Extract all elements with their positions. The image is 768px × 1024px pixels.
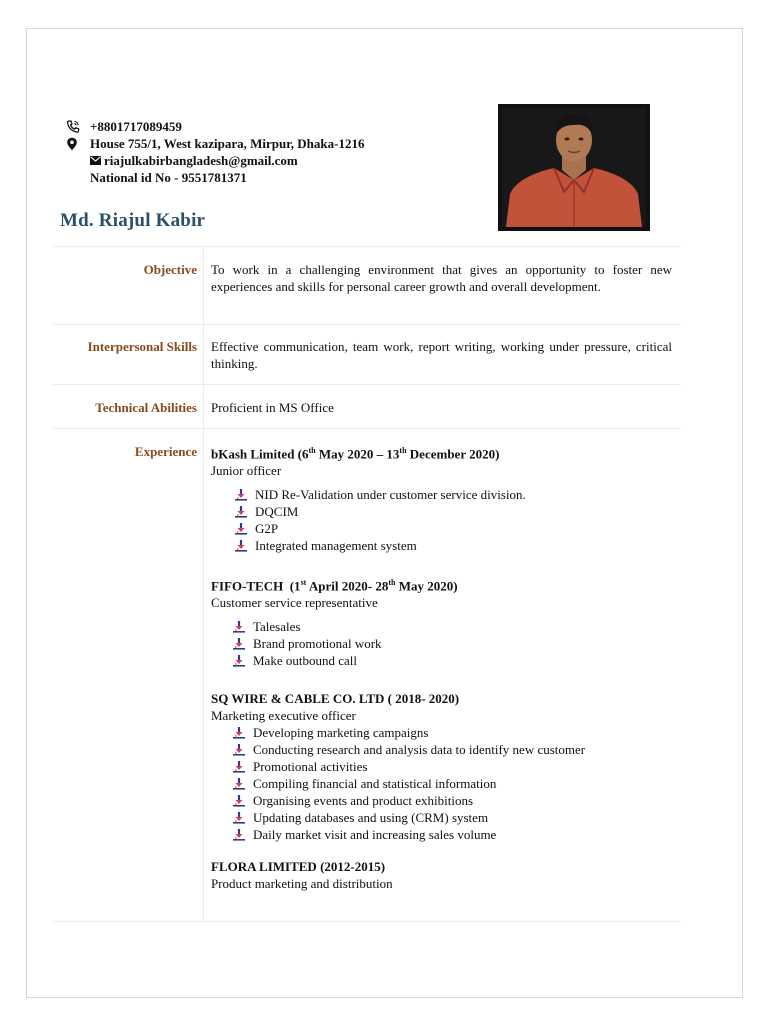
list-item: Brand promotional work bbox=[231, 635, 672, 652]
row-divider bbox=[53, 428, 681, 429]
row-divider bbox=[53, 246, 681, 247]
arrow-bullet-icon bbox=[231, 726, 247, 740]
arrow-bullet-icon bbox=[231, 743, 247, 757]
email-text[interactable]: riajulkabirbangladesh@gmail.com bbox=[104, 153, 298, 168]
job-bkash bbox=[211, 442, 672, 554]
national-id-row bbox=[66, 169, 364, 186]
job-role: Product marketing and distribution bbox=[211, 876, 393, 891]
list-item: Talesales bbox=[231, 618, 672, 635]
job-title: FIFO-TECH (1st April 2020- 28th May 2020) bbox=[211, 578, 458, 594]
address-row bbox=[66, 135, 364, 152]
arrow-bullet-icon bbox=[233, 522, 249, 536]
list-item: Integrated management system bbox=[233, 537, 672, 554]
contact-block bbox=[66, 118, 364, 186]
row-divider bbox=[53, 324, 681, 325]
row-divider bbox=[53, 384, 681, 385]
address-text: House 755/1, West kazipara, Mirpur, Dhaka-1216 bbox=[90, 136, 365, 151]
interpersonal-text: Effective communication, team work, report writing, working under pressure, critical thinking. bbox=[211, 339, 672, 371]
column-divider bbox=[203, 246, 204, 922]
job-title: FLORA LIMITED (2012-2015) bbox=[211, 859, 386, 874]
job-title: SQ WIRE & CABLE CO. LTD ( 2018- 2020) bbox=[211, 691, 460, 706]
arrow-bullet-icon bbox=[231, 828, 247, 842]
list-item: Organising events and product exhibitions bbox=[231, 792, 672, 809]
phone-icon bbox=[66, 120, 90, 133]
arrow-bullet-icon bbox=[233, 539, 249, 553]
arrow-bullet-icon bbox=[233, 488, 249, 502]
job-flora bbox=[211, 858, 672, 892]
job-role: Junior officer bbox=[211, 463, 282, 479]
arrow-bullet-icon bbox=[231, 760, 247, 774]
location-pin-icon bbox=[66, 137, 90, 151]
list-item: DQCIM bbox=[233, 503, 672, 520]
technical-text: Proficient in MS Office bbox=[211, 400, 334, 415]
job-fifo-tech bbox=[211, 574, 672, 669]
job-title: bKash Limited (6th May 2020 – 13th December 2020) bbox=[211, 446, 500, 462]
email-row bbox=[66, 152, 364, 169]
list-item: Daily market visit and increasing sales volume bbox=[231, 826, 672, 843]
arrow-bullet-icon bbox=[231, 777, 247, 791]
list-item: Promotional activities bbox=[231, 758, 672, 775]
experience-label: Experience bbox=[134, 444, 197, 459]
arrow-bullet-icon bbox=[231, 654, 247, 668]
profile-photo bbox=[498, 104, 650, 231]
list-item: Compiling financial and statistical information bbox=[231, 775, 672, 792]
arrow-bullet-icon bbox=[231, 794, 247, 808]
phone-row bbox=[66, 118, 364, 135]
duty-list bbox=[231, 618, 672, 669]
job-role: Marketing executive officer bbox=[211, 708, 356, 723]
person-photo-icon bbox=[502, 108, 646, 227]
job-sq-wire bbox=[211, 690, 672, 843]
national-id-text: National id No - 9551781371 bbox=[90, 170, 247, 185]
resume-table bbox=[53, 246, 681, 922]
list-item: Make outbound call bbox=[231, 652, 672, 669]
objective-text: To work in a challenging environment that gives an opportunity to foster new experiences and skills for personal career growth and overall development. bbox=[211, 262, 672, 294]
technical-label: Technical Abilities bbox=[95, 400, 197, 415]
phone-text: +8801717089459 bbox=[90, 119, 182, 134]
job-role: Customer service representative bbox=[211, 595, 378, 611]
arrow-bullet-icon bbox=[233, 505, 249, 519]
interpersonal-label: Interpersonal Skills bbox=[87, 339, 197, 354]
list-item: Developing marketing campaigns bbox=[231, 724, 672, 741]
list-item: NID Re-Validation under customer service division. bbox=[233, 486, 672, 503]
arrow-bullet-icon bbox=[231, 637, 247, 651]
list-item: Updating databases and using (CRM) system bbox=[231, 809, 672, 826]
arrow-bullet-icon bbox=[231, 811, 247, 825]
row-divider bbox=[53, 921, 681, 922]
duty-list bbox=[233, 486, 672, 554]
objective-label: Objective bbox=[143, 262, 197, 277]
duty-list bbox=[231, 724, 672, 843]
envelope-icon bbox=[90, 156, 104, 165]
arrow-bullet-icon bbox=[231, 620, 247, 634]
candidate-name: Md. Riajul Kabir bbox=[60, 210, 206, 231]
list-item: Conducting research and analysis data to identify new customer bbox=[231, 741, 672, 758]
list-item: G2P bbox=[233, 520, 672, 537]
